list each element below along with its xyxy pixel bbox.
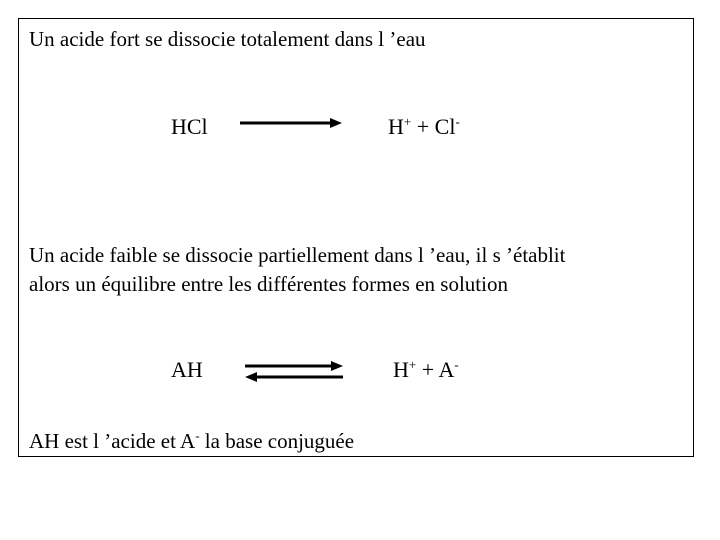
weak-acid-heading-line-1: Un acide faible se dissocie partiellement dans l ’eau, il s ’établit: [29, 243, 566, 267]
weak-acid-products: [393, 355, 459, 385]
conjugate-pair-statement: [29, 426, 354, 456]
equilibrium-arrows-icon: [243, 361, 345, 383]
statement-charge: -: [195, 428, 200, 443]
strong-acid-reactant: HCl: [171, 114, 208, 139]
proton-charge: +: [408, 357, 417, 372]
chloride-charge: -: [455, 114, 460, 129]
proton-symbol: H: [388, 114, 404, 139]
conjugate-base-symbol: A: [438, 357, 455, 382]
statement-part-2: la base conjuguée: [199, 429, 355, 453]
chloride-symbol: Cl: [434, 114, 456, 139]
statement-part-1: AH est l ’acide et A: [29, 429, 196, 453]
proton-symbol: H: [393, 357, 409, 382]
conjugate-base-charge: -: [454, 357, 459, 372]
strong-acid-products: [388, 112, 460, 142]
plus-sign: +: [416, 114, 430, 139]
slide-frame: [18, 18, 694, 457]
weak-acid-heading-line-2: alors un équilibre entre les différentes formes en solution: [29, 272, 508, 296]
weak-acid-reactant: AH: [171, 357, 203, 382]
strong-acid-heading: Un acide fort se dissocie totalement dans l ’eau: [29, 27, 426, 51]
proton-charge: +: [403, 114, 412, 129]
plus-sign: +: [421, 357, 435, 382]
forward-arrow-icon: [240, 115, 344, 131]
